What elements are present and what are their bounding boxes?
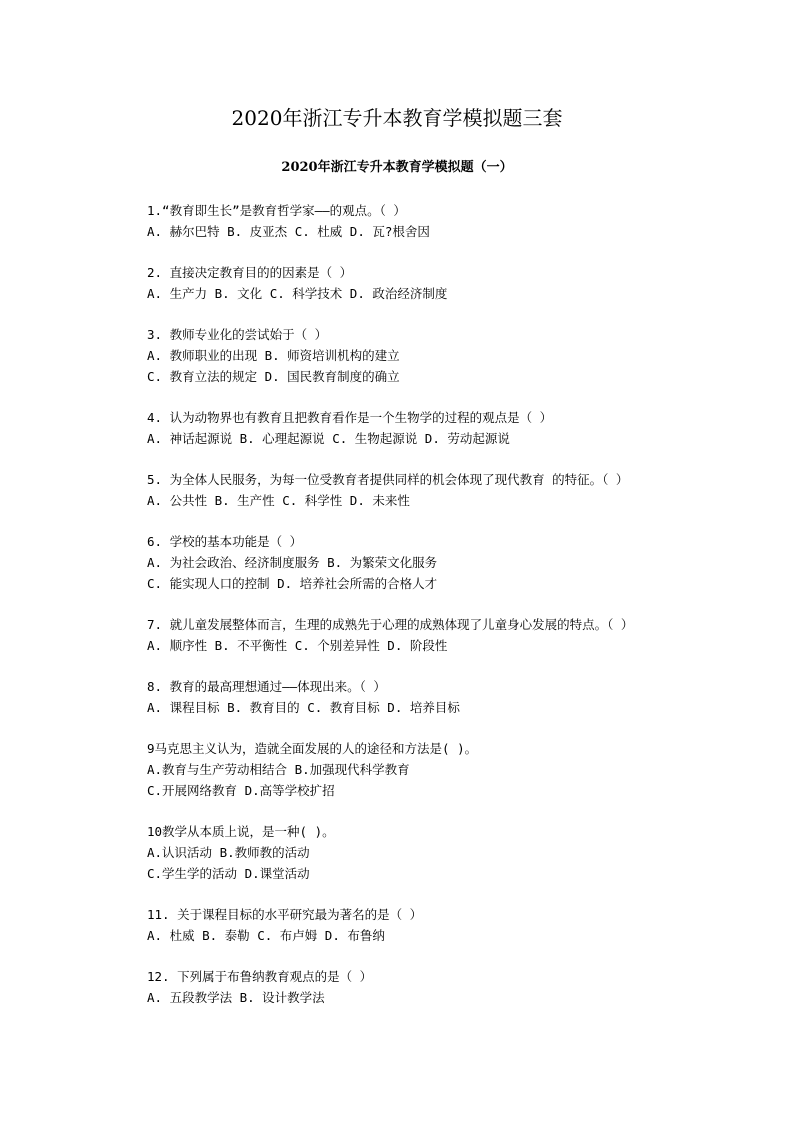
question-options: A. 五段教学法 B. 设计教学法 bbox=[147, 990, 325, 1005]
question-stem: 12. 下列属于布鲁纳教育观点的是（ ） bbox=[147, 969, 373, 984]
question-item bbox=[147, 200, 767, 242]
question-options: A. 为社会政治、经济制度服务 B. 为繁荣文化服务 bbox=[147, 555, 438, 570]
question-stem: 4. 认为动物界也有教育且把教育看作是一个生物学的过程的观点是（ ） bbox=[147, 410, 553, 425]
question-options: C.学生学的活动 D.课堂活动 bbox=[147, 866, 310, 881]
question-stem: 2. 直接决定教育目的的因素是（ ） bbox=[147, 265, 353, 280]
question-options: A. 公共性 B. 生产性 C. 科学性 D. 未来性 bbox=[147, 493, 410, 508]
question-stem: 10教学从本质上说，是一种( )。 bbox=[147, 824, 335, 839]
question-stem: 6. 学校的基本功能是（ ） bbox=[147, 534, 303, 549]
question-stem: 5. 为全体人民服务，为每一位受教育者提供同样的机会体现了现代教育 的特征。（ ） bbox=[147, 472, 629, 487]
question-item bbox=[147, 676, 767, 718]
question-options: C. 能实现人口的控制 D. 培养社会所需的合格人才 bbox=[147, 576, 438, 591]
question-stem: 3. 教师专业化的尝试始于（ ） bbox=[147, 327, 328, 342]
question-options: A. 课程目标 B. 教育目的 C. 教育目标 D. 培养目标 bbox=[147, 700, 460, 715]
question-stem: 8. 教育的最高理想通过——体现出来。（ ） bbox=[147, 679, 386, 694]
question-stem: 9马克思主义认为，造就全面发展的人的途径和方法是( )。 bbox=[147, 741, 478, 756]
question-options: C.开展网络教育 D.高等学校扩招 bbox=[147, 783, 335, 798]
document-subtitle: 2020年浙江专升本教育学模拟题（一） bbox=[281, 160, 513, 175]
question-stem: 7. 就儿童发展整体而言，生理的成熟先于心理的成熟体现了儿童身心发展的特点。（ ） bbox=[147, 617, 634, 632]
question-item bbox=[147, 469, 767, 511]
question-options: A.认识活动 B.教师教的活动 bbox=[147, 845, 310, 860]
question-options: A. 生产力 B. 文化 C. 科学技术 D. 政治经济制度 bbox=[147, 286, 448, 301]
question-options: A.教育与生产劳动相结合 B.加强现代科学教育 bbox=[147, 762, 410, 777]
question-options: A. 神话起源说 B. 心理起源说 C. 生物起源说 D. 劳动起源说 bbox=[147, 431, 510, 446]
question-options: A. 赫尔巴特 B. 皮亚杰 C. 杜威 D. 瓦?根舍因 bbox=[147, 224, 430, 239]
question-stem: 11. 关于课程目标的水平研究最为著名的是（ ） bbox=[147, 907, 423, 922]
question-stem: 1.“教育即生长”是教育哲学家——的观点。（ ） bbox=[147, 203, 406, 218]
question-options: A. 教师职业的出现 B. 师资培训机构的建立 bbox=[147, 348, 400, 363]
question-item bbox=[147, 531, 767, 594]
question-item bbox=[147, 904, 767, 946]
question-list bbox=[147, 200, 767, 1028]
question-item bbox=[147, 614, 767, 656]
question-options: A. 顺序性 B. 不平衡性 C. 个别差异性 D. 阶段性 bbox=[147, 638, 448, 653]
question-options: A. 杜威 B. 泰勒 C. 布卢姆 D. 布鲁纳 bbox=[147, 928, 385, 943]
question-item bbox=[147, 262, 767, 304]
question-item bbox=[147, 407, 767, 449]
document-title: 2020年浙江专升本教育学模拟题三套 bbox=[231, 106, 563, 130]
question-options: C. 教育立法的规定 D. 国民教育制度的确立 bbox=[147, 369, 400, 384]
question-item bbox=[147, 821, 767, 884]
question-item bbox=[147, 966, 767, 1008]
question-item bbox=[147, 738, 767, 801]
question-item bbox=[147, 324, 767, 387]
